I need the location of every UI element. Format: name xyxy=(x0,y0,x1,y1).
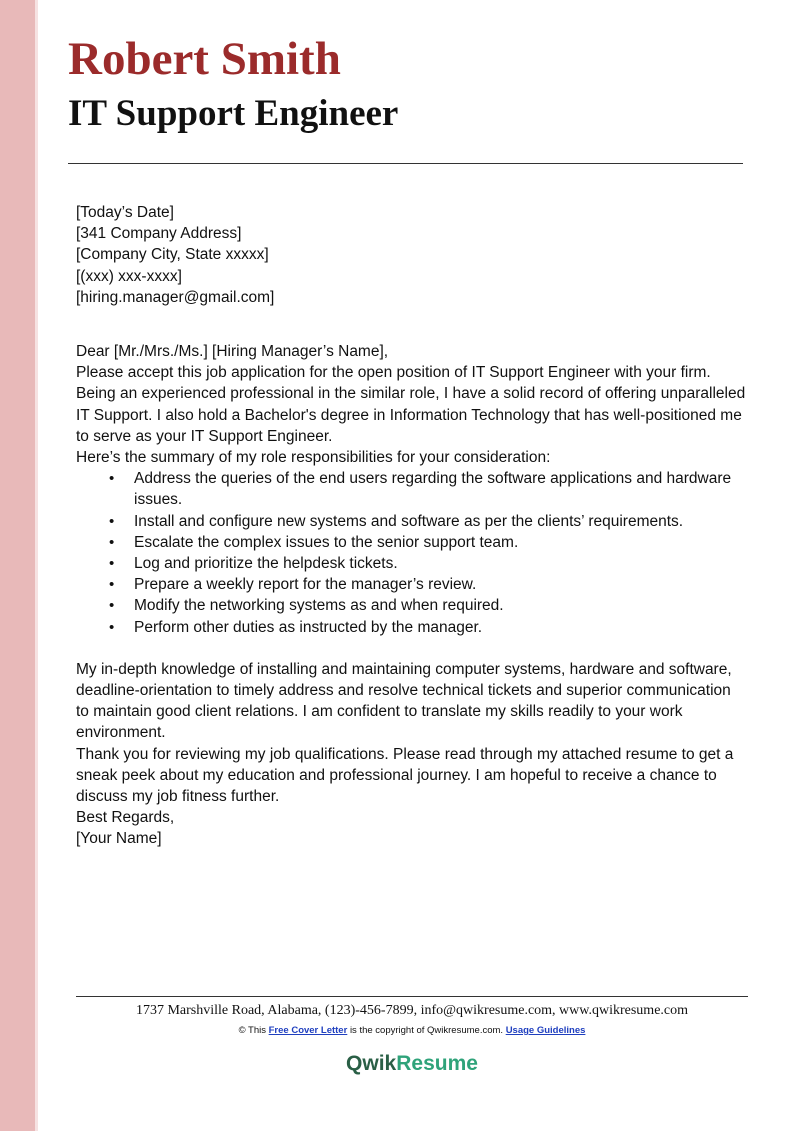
logo-part-resume: Resume xyxy=(396,1052,478,1075)
letter-body xyxy=(76,202,748,850)
intro-paragraph: Please accept this job application for the open position of IT Support Engineer with your firm. Being an experienced professional in the similar role, I have a solid record of offering unparalleled IT Support. I also hold a Bachelor's degree in Information Technology that has well-positioned me to serve as your IT Support Engineer. xyxy=(76,364,746,445)
job-title: IT Support Engineer xyxy=(68,93,399,134)
copyright-icon: © xyxy=(238,1025,246,1036)
footer-contact: 1737 Marshville Road, Alabama, (123)-456-7899, info@qwikresume.com, www.qwikresume.com xyxy=(135,1003,689,1018)
address-line: [hiring.manager@gmail.com] xyxy=(76,288,275,306)
applicant-name: Robert Smith xyxy=(68,33,341,85)
responsibilities-list xyxy=(76,468,748,638)
signature-name: [Your Name] xyxy=(76,830,162,848)
address-line: [(xxx) xxx-xxxx] xyxy=(76,267,182,285)
letter-header xyxy=(68,30,748,138)
copyright-notice xyxy=(76,1024,748,1038)
recipient-address xyxy=(76,223,748,308)
list-item xyxy=(76,617,748,638)
free-cover-letter-link[interactable]: Free Cover Letter xyxy=(268,1025,348,1036)
logo-part-qwik: Qwik xyxy=(346,1052,397,1075)
side-decorative-stripe xyxy=(0,0,38,1131)
usage-guidelines-link[interactable]: Usage Guidelines xyxy=(505,1025,586,1036)
bullet-icon: • xyxy=(109,555,115,573)
letter-date: [Today’s Date] xyxy=(76,204,174,221)
list-item-text: Install and configure new systems and software as per the clients’ requirements. xyxy=(134,512,684,530)
list-item xyxy=(76,532,748,553)
bullet-icon: • xyxy=(109,470,115,488)
summary-lead: Here’s the summary of my role responsibilities for your consideration: xyxy=(76,449,551,467)
address-line: [Company City, State xxxxx] xyxy=(76,246,269,264)
list-item xyxy=(76,511,748,532)
copyright-text: is the copyright of Qwikresume.com. xyxy=(349,1025,504,1036)
list-item-text: Log and prioritize the helpdesk tickets. xyxy=(134,555,398,573)
bullet-icon: • xyxy=(109,576,115,594)
sign-off: Best Regards, xyxy=(76,809,175,827)
list-item-text: Modify the networking systems as and when required. xyxy=(134,597,504,615)
list-item xyxy=(76,595,748,616)
list-item-text: Address the queries of the end users regarding the software applications and hardware issues. xyxy=(134,470,732,509)
bullet-icon: • xyxy=(109,512,115,530)
list-item-text: Escalate the complex issues to the senior support team. xyxy=(134,533,519,551)
copyright-prefix: This xyxy=(248,1025,266,1036)
list-item-text: Prepare a weekly report for the manager’s review. xyxy=(134,576,477,594)
salutation: Dear [Mr./Mrs./Ms.] [Hiring Manager’s Name], xyxy=(76,343,389,361)
list-item xyxy=(76,468,748,510)
header-divider xyxy=(68,163,743,164)
list-item xyxy=(76,553,748,574)
bullet-icon: • xyxy=(109,533,115,551)
list-item-text: Perform other duties as instructed by the manager. xyxy=(134,618,483,636)
closing-paragraph: Thank you for reviewing my job qualifications. Please read through my attached resume to get a sneak peek about my education and professional journey. I am hopeful to receive a chance to discuss my job fitness further. xyxy=(76,745,734,806)
footer-divider xyxy=(76,996,748,997)
knowledge-paragraph: My in-depth knowledge of installing and maintaining computer systems, hardware and software, deadline-orientation to timely address and resolve technical tickets and superior communication to maintain good client relations. I am confident to translate my skills readily to your work environment. xyxy=(76,660,732,742)
bullet-icon: • xyxy=(109,618,115,636)
qwikresume-logo xyxy=(76,1050,748,1078)
address-line: [341 Company Address] xyxy=(76,225,242,243)
bullet-icon: • xyxy=(109,597,115,615)
list-item xyxy=(76,574,748,595)
